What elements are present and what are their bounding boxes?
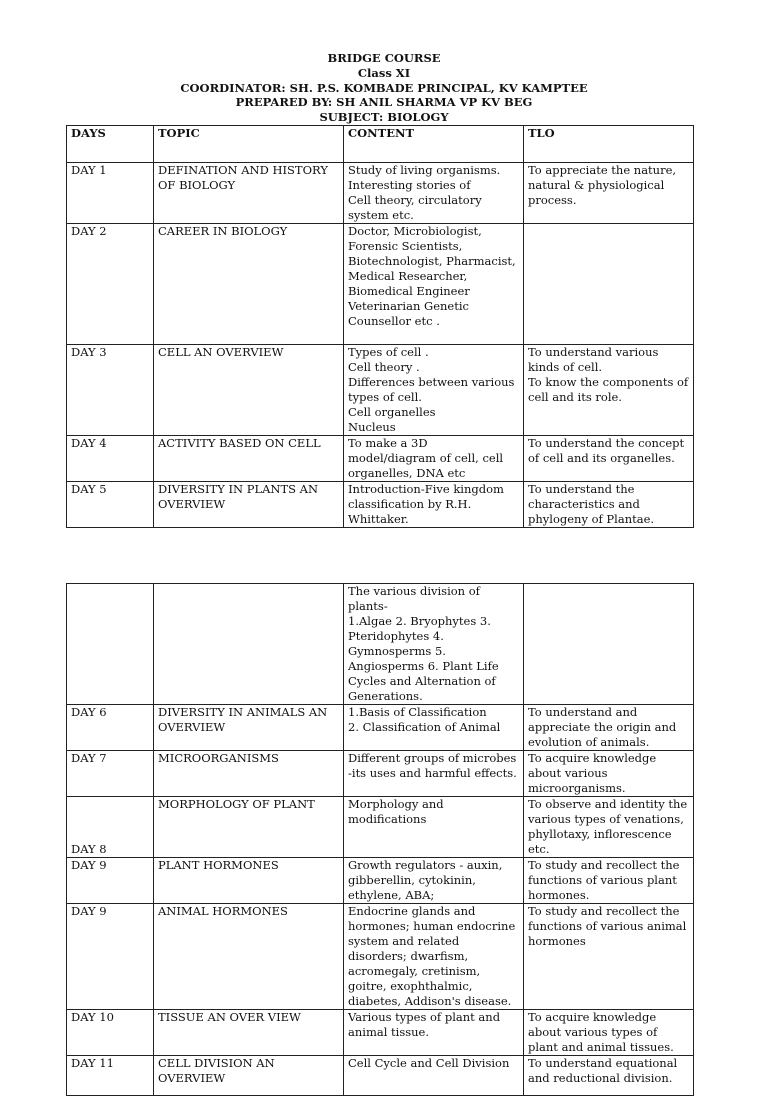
cell-content: Types of cell . Cell theory . Differences between various types of cell. Cell organelles Nucleus (344, 345, 524, 436)
course-title: BRIDGE COURSE (327, 51, 441, 65)
cell-content: Study of living organisms. Interesting stories of Cell theory, circulatory system etc. (344, 163, 524, 224)
cell-day: DAY 2 (67, 224, 154, 345)
header-tlo: TLO (524, 126, 694, 163)
cell-topic: CAREER IN BIOLOGY (154, 224, 344, 345)
table-row (67, 163, 694, 224)
cell-tlo: To study and recollect the functions of various plant hormones. (524, 858, 694, 904)
table-row (67, 1010, 694, 1056)
table-row (67, 1056, 694, 1096)
document-heading (0, 51, 768, 125)
cell-tlo: To study and recollect the functions of various animal hormones (524, 904, 694, 1010)
cell-tlo: To understand the concept of cell and its organelles. (524, 436, 694, 482)
cell-topic: MICROORGANISMS (154, 751, 344, 797)
cell-content: Endocrine glands and hormones; human endocrine system and related disorders; dwarfism, acromegaly, cretinism, goitre, exophthalmic, diabetes, Addison's disease. (344, 904, 524, 1010)
cell-content: Different groups of microbes -its uses and harmful effects. (344, 751, 524, 797)
table-header-row (67, 126, 694, 163)
cell-day: DAY 1 (67, 163, 154, 224)
cell-tlo: To understand equational and reductional division. (524, 1056, 694, 1096)
cell-topic: DIVERSITY IN PLANTS AN OVERVIEW (154, 482, 344, 528)
table-row (67, 584, 694, 705)
cell-topic: CELL DIVISION AN OVERVIEW (154, 1056, 344, 1096)
cell-day: DAY 4 (67, 436, 154, 482)
table-row (67, 858, 694, 904)
header-days: DAYS (67, 126, 154, 163)
class-label: Class XI (357, 65, 411, 80)
cell-day (67, 584, 154, 705)
cell-tlo (524, 224, 694, 345)
table-row (67, 751, 694, 797)
cell-tlo: To acquire knowledge about various types of plant and animal tissues. (524, 1010, 694, 1056)
cell-day: DAY 6 (67, 705, 154, 751)
cell-content: The various division of plants- 1.Algae 2. Bryophytes 3. Pteridophytes 4. Gymnosperms 5. Angiosperms 6. Plant Life Cycles and Alternation of Generations. (344, 584, 524, 705)
table-row (67, 224, 694, 345)
cell-topic: ANIMAL HORMONES (154, 904, 344, 1010)
cell-tlo: To understand and appreciate the origin and evolution of animals. (524, 705, 694, 751)
header-topic: TOPIC (154, 126, 344, 163)
cell-topic: ACTIVITY BASED ON CELL (154, 436, 344, 482)
cell-day: DAY 11 (67, 1056, 154, 1096)
header-content: CONTENT (344, 126, 524, 163)
subject-line: SUBJECT: BIOLOGY (319, 110, 449, 125)
cell-day: DAY 9 (67, 904, 154, 1010)
table-row (67, 436, 694, 482)
cell-topic: DEFINATION AND HISTORY OF BIOLOGY (154, 163, 344, 224)
cell-day: DAY 5 (67, 482, 154, 528)
cell-topic: CELL AN OVERVIEW (154, 345, 344, 436)
table-row (67, 904, 694, 1010)
cell-content: Morphology and modifications (344, 797, 524, 858)
table-row (67, 797, 694, 858)
cell-content: 1.Basis of Classification 2. Classification of Animal (344, 705, 524, 751)
prepared-by-line: PREPARED BY: SH ANIL SHARMA VP KV BEG (235, 95, 533, 110)
cell-topic: MORPHOLOGY OF PLANT (154, 797, 344, 858)
cell-content: Various types of plant and animal tissue. (344, 1010, 524, 1056)
cell-content: To make a 3D model/diagram of cell, cell organelles, DNA etc (344, 436, 524, 482)
cell-tlo: To acquire knowledge about various microorganisms. (524, 751, 694, 797)
cell-tlo: To understand the characteristics and phylogeny of Plantae. (524, 482, 694, 528)
cell-day: DAY 10 (67, 1010, 154, 1056)
cell-topic: TISSUE AN OVER VIEW (154, 1010, 344, 1056)
table-row (67, 482, 694, 528)
cell-content: Growth regulators - auxin, gibberellin, cytokinin, ethylene, ABA; (344, 858, 524, 904)
table-row (67, 705, 694, 751)
syllabus-table-part-1 (66, 125, 694, 528)
cell-tlo: To observe and identity the various types of venations, phyllotaxy, inflorescence etc. (524, 797, 694, 858)
cell-day: DAY 7 (67, 751, 154, 797)
cell-topic: PLANT HORMONES (154, 858, 344, 904)
cell-day: DAY 9 (67, 858, 154, 904)
table-row (67, 345, 694, 436)
cell-day: DAY 8 (67, 797, 154, 858)
cell-day: DAY 3 (67, 345, 154, 436)
cell-tlo: To understand various kinds of cell. To know the components of cell and its role. (524, 345, 694, 436)
coordinator-line: COORDINATOR: SH. P.S. KOMBADE PRINCIPAL, KV KAMPTEE (180, 80, 588, 95)
cell-content: Cell Cycle and Cell Division (344, 1056, 524, 1096)
cell-tlo (524, 584, 694, 705)
cell-topic (154, 584, 344, 705)
cell-topic: DIVERSITY IN ANIMALS AN OVERVIEW (154, 705, 344, 751)
cell-content: Doctor, Microbiologist, Forensic Scientists, Biotechnologist, Pharmacist, Medical Researcher, Biomedical Engineer Veterinarian Genetic Counsellor etc . (344, 224, 524, 345)
syllabus-table-part-2 (66, 583, 694, 1096)
cell-content: Introduction-Five kingdom classification by R.H. Whittaker. (344, 482, 524, 528)
cell-tlo: To appreciate the nature, natural & physiological process. (524, 163, 694, 224)
